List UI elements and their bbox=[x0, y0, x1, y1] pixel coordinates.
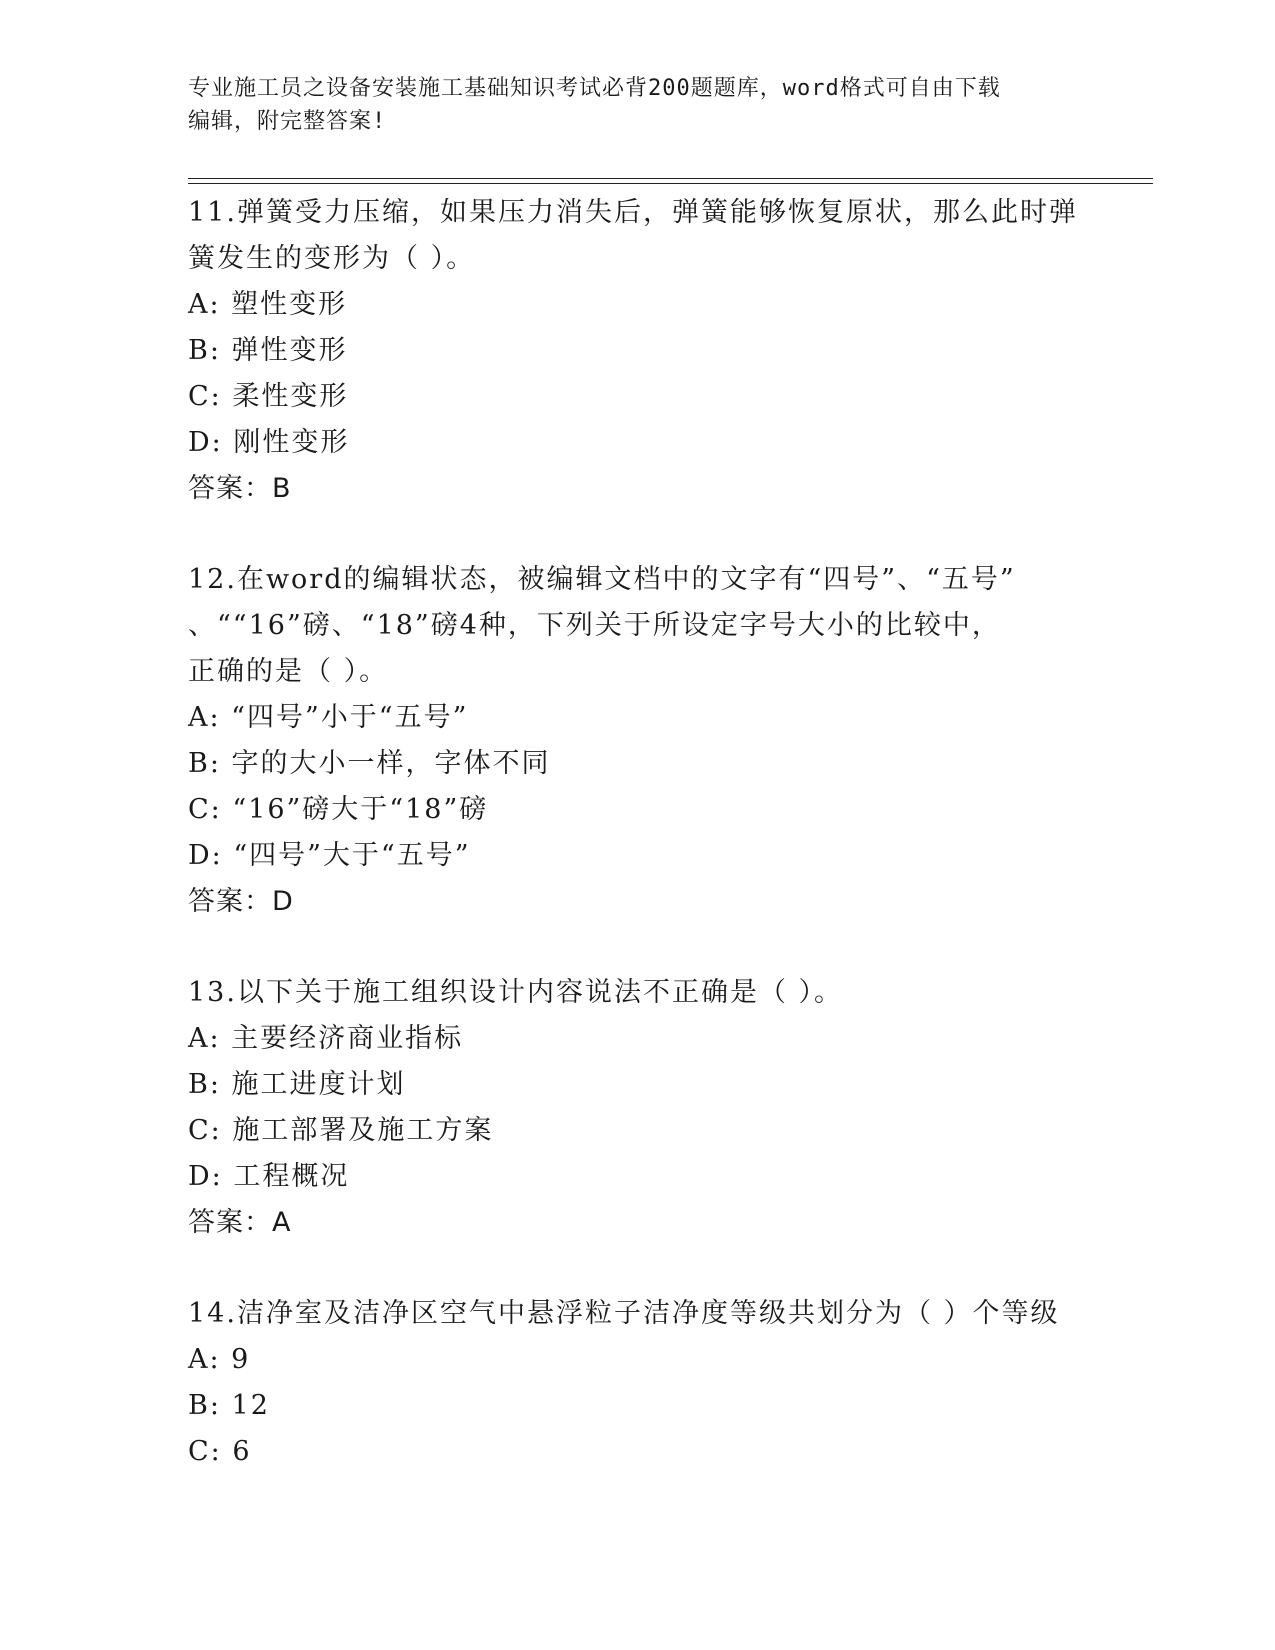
answer-line: 答案：B bbox=[188, 473, 292, 504]
spacer bbox=[188, 925, 1088, 970]
question-13 bbox=[188, 970, 1088, 1246]
option-d: D: “四号”大于“五号” bbox=[188, 840, 471, 871]
option-d: D: 工程概况 bbox=[188, 1161, 350, 1192]
question-stem-line: 、““16”磅、“18”磅4种，下列关于所设定字号大小的比较中， bbox=[188, 610, 1001, 641]
question-stem-line: 14.洁净室及洁净区空气中悬浮粒子洁净度等级共划分为（ ）个等级 bbox=[188, 1298, 1060, 1329]
option-b: B: 字的大小一样，字体不同 bbox=[188, 748, 551, 779]
option-a: A: 塑性变形 bbox=[188, 289, 348, 320]
question-stem-line: 11.弹簧受力压缩，如果压力消失后，弹簧能够恢复原状，那么此时弹 bbox=[188, 197, 1078, 228]
option-b: B: 弹性变形 bbox=[188, 335, 348, 366]
spacer bbox=[188, 512, 1088, 557]
answer-line: 答案：A bbox=[188, 1207, 292, 1238]
option-c: C: “16”磅大于“18”磅 bbox=[188, 794, 489, 825]
option-a: A: 主要经济商业指标 bbox=[188, 1023, 464, 1054]
header-divider-bottom bbox=[188, 183, 1153, 184]
option-a: A: 9 bbox=[188, 1344, 251, 1375]
question-stem-line: 簧发生的变形为（ ）。 bbox=[188, 243, 476, 274]
question-stem-line: 正确的是（ ）。 bbox=[188, 656, 389, 687]
header-line-1: 专业施工员之设备安装施工基础知识考试必背200题题库，word格式可自由下载 bbox=[188, 76, 1001, 101]
question-stem-line: 12.在word的编辑状态，被编辑文档中的文字有“四号”、“五号” bbox=[188, 564, 1016, 595]
option-c: C: 施工部署及施工方案 bbox=[188, 1115, 494, 1146]
answer-line: 答案：D bbox=[188, 886, 294, 917]
option-d: D: 刚性变形 bbox=[188, 427, 350, 458]
question-stem-line: 13.以下关于施工组织设计内容说法不正确是（ ）。 bbox=[188, 977, 844, 1008]
document-header bbox=[188, 72, 1088, 138]
option-c: C: 6 bbox=[188, 1436, 252, 1467]
header-line-2: 编辑，附完整答案! bbox=[188, 109, 387, 134]
header-divider-top bbox=[188, 178, 1153, 179]
question-list bbox=[188, 190, 1088, 1475]
option-a: A: “四号”小于“五号” bbox=[188, 702, 469, 733]
option-b: B: 施工进度计划 bbox=[188, 1069, 406, 1100]
question-11 bbox=[188, 190, 1088, 512]
question-14 bbox=[188, 1291, 1088, 1475]
option-b: B: 12 bbox=[188, 1390, 270, 1421]
spacer bbox=[188, 1246, 1088, 1291]
question-12 bbox=[188, 557, 1088, 925]
option-c: C: 柔性变形 bbox=[188, 381, 349, 412]
